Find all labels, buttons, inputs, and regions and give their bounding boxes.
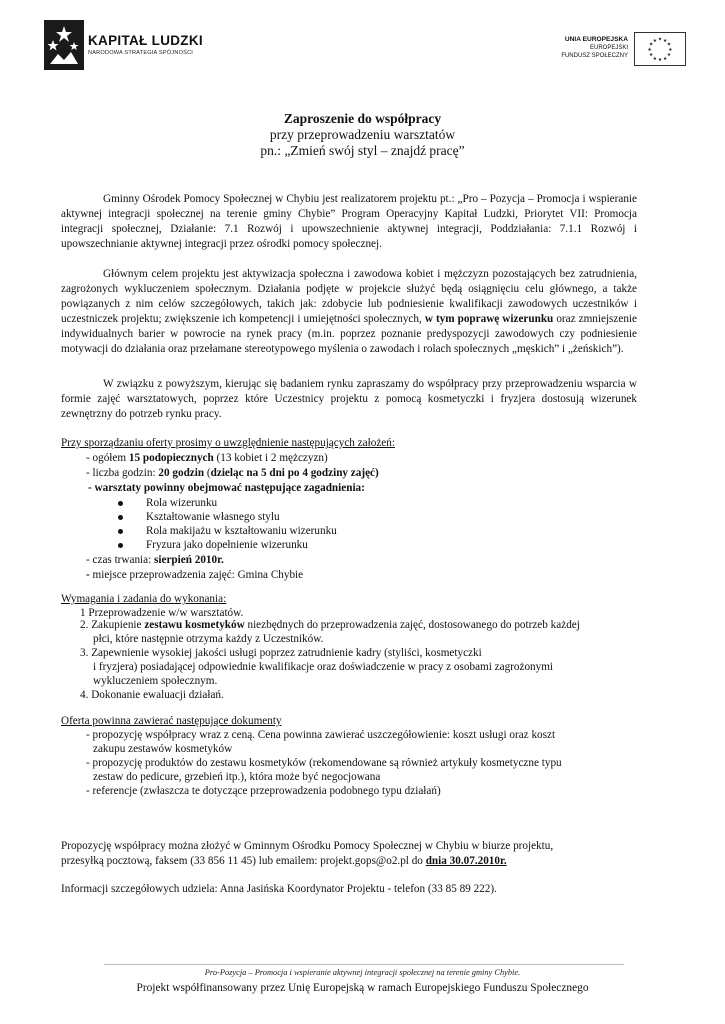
goal-paragraph-text-b: oraz zmniejszenie indywidualnych barier w powrocie na rynek pracy (m.in. poprzez poznanie predyspozycji zawodowych czy podniesienie motywacji do działania oraz przełamane stereotypowego myślenia o zawodach i rolach społecznych „męskich” i „żeńskich”). <box>61 313 637 355</box>
requirement-4: 4. Dokonanie ewaluacji działań. <box>80 689 224 701</box>
svg-text:★: ★ <box>668 47 673 53</box>
title-line-1: Zaproszenie do współpracy <box>283 111 442 126</box>
svg-text:★: ★ <box>647 47 652 53</box>
eu-logo-line2: EUROPEJSKI <box>589 45 628 51</box>
assumption-hours-count: 20 godzin <box>158 467 205 479</box>
eu-logo <box>550 22 690 70</box>
contact-line-3: Informacji szczegółowych udziela: Anna Jasińska Koordynator Projektu - telefon (33 85 89 222). <box>61 883 497 895</box>
requirement-2-prefix: 2. Zakupienie <box>80 619 145 631</box>
contact-line-2 <box>61 854 507 869</box>
goal-paragraph-text-a: Głównym celem projektu jest aktywizacja społeczna i zawodowa kobiet i mężczyzn pozostających bez zatrudnienia, zagrożonych wykluczeniem społecznym. Działania podjęte w projekcie służyć będą osiągnięciu celu głównego, a także powiązanych z nim celów szczegółowych, takich jak: zdobycie lub podniesienie kwalifikacji zawodowych uczestników i uczestniczek projektu; zwiększenie ich kompetencji i umiejętności społecznych, <box>61 268 637 325</box>
bullet-icon <box>118 543 123 548</box>
bullet-icon <box>118 501 123 506</box>
requirement-3-continuation-2: wykluczeniem społecznym. <box>93 675 218 687</box>
svg-text:★: ★ <box>657 58 663 64</box>
document-item-2: - propozycję produktów do zestawu kosmetyków (rekomendowane są również artykuły kosmetyczne typu <box>86 757 562 769</box>
document-item-1: - propozycję współpracy wraz z ceną. Cena powinna zawierać uszczegółowienie: koszt usługi oraz koszt <box>86 729 556 741</box>
topic-item: Rola makijażu w kształtowaniu wizerunku <box>146 525 337 537</box>
contact-deadline: dnia 30.07.2010r. <box>425 855 507 867</box>
topic-item: Kształtowanie własnego stylu <box>146 511 280 523</box>
document-item-1-continuation: zakupu zestawów kosmetyków <box>93 743 233 755</box>
assumption-participants-count: 15 podopiecznych <box>128 452 214 464</box>
assumption-hours-prefix: - liczba godzin: <box>86 467 159 479</box>
logo-left-subtitle: NARODOWA STRATEGIA SPÓJNOŚCI <box>88 50 194 56</box>
title-line-3: pn.: „Zmień swój styl – znajdź pracę” <box>260 143 465 158</box>
svg-text:★: ★ <box>657 37 663 43</box>
assumption-hours <box>86 466 379 481</box>
svg-text:★: ★ <box>666 53 672 59</box>
eu-logo-line1: UNIA EUROPEJSKA <box>564 36 628 43</box>
document-item-2-continuation: zestaw do pedicure, grzebień itp.), która może być negocjowana <box>93 771 381 783</box>
svg-text:★: ★ <box>663 38 668 44</box>
assumption-location-dash: - <box>86 569 93 581</box>
footer-cofinancing: Projekt współfinansowany przez Unię Europejską w ramach Europejskiego Funduszu Społecznego <box>136 982 589 994</box>
bullet-icon <box>118 515 123 520</box>
goal-paragraph <box>61 267 637 357</box>
svg-text:★: ★ <box>648 53 654 59</box>
assumption-duration-value: sierpień 2010r. <box>154 554 224 566</box>
documents-heading: Oferta powinna zawierać następujące dokumenty <box>61 715 282 727</box>
requirement-2-continuation: płci, które następnie otrzyma każdy z Uczestników. <box>93 633 324 645</box>
invitation-paragraph: W związku z powyższym, kierując się badaniem rynku zapraszamy do współpracy przy przeprowadzeniu wsparcia w formie zajęć warsztatowych, poprzez które Uczestnicy projektu z pomocą kosmetyczki i fryzjera dostosują wizerunek zewnętrzny do potrzeb rynku pracy. <box>61 378 637 420</box>
assumption-hours-paren: ( <box>204 467 211 479</box>
assumption-location <box>86 568 303 583</box>
topic-item: Rola wizerunku <box>146 497 218 509</box>
requirement-1: 1 Przeprowadzenie w/w warsztatów. <box>80 607 244 619</box>
requirement-2-bold: zestawu kosmetyków <box>144 619 245 631</box>
requirements-heading: Wymagania i zadania do wykonania: <box>61 593 227 605</box>
goal-paragraph-bold: w tym poprawę wizerunku <box>424 313 554 325</box>
contact-line-1: Propozycję współpracy można złożyć w Gminnym Ośrodku Pomocy Społecznej w Chybiu w biurze projektu, <box>61 840 554 852</box>
intro-paragraph: Gminny Ośrodek Pomocy Społecznej w Chybiu jest realizatorem projektu pt.: „Pro – Pozycja – Promocja i wspieranie aktywnej integracji społecznej na terenie gminy Chybie” Program Operacyjny Kapitał Ludzki, Priorytet VII: Promocja integracji społecznej, Działanie: 7.1 Rozwój i upowszechnienie aktywnej integracji, Poddziałania: 7.1.1 Rozwój i upowszechnianie aktywnej integracji przez ośrodki pomocy społecznej. <box>61 193 637 250</box>
assumption-duration <box>86 553 224 568</box>
document-item-3: - referencje (zwłaszcza te dotyczące przeprowadzenia podobnego typu działań) <box>86 785 441 797</box>
requirement-3-continuation: i fryzjera) posiadającej odpowiednie kwalifikacje oraz doświadczenie w pracy z osobami zagrożonymi <box>93 661 554 673</box>
kapital-ludzki-logo <box>44 20 234 72</box>
assumption-participants <box>86 451 328 466</box>
bullet-icon <box>118 529 123 534</box>
assumption-hours-split: dzieląc na 5 dni po 4 godziny zajęć) <box>210 467 379 479</box>
svg-text:★: ★ <box>648 42 654 48</box>
assumption-location-text: miejsce przeprowadzenia zajęć: Gmina Chybie <box>92 569 304 581</box>
svg-text:★: ★ <box>663 56 668 62</box>
assumptions-heading: Przy sporządzaniu oferty prosimy o uwzględnienie następujących założeń: <box>61 437 395 449</box>
svg-text:★: ★ <box>666 42 672 48</box>
assumption-topics-heading: - warsztaty powinny obejmować następujące zagadnienia: <box>88 482 365 494</box>
requirement-2 <box>80 618 580 633</box>
topic-item: Fryzura jako dopełnienie wizerunku <box>146 539 308 551</box>
requirement-2-rest: niezbędnych do przeprowadzenia zajęć, dostosowanego do potrzeb każdej <box>244 619 580 631</box>
footer-project-name: Pro-Pozycja – Promocja i wspieranie aktywnej integracji społecznej na terenie gminy Chybie. <box>204 968 521 977</box>
assumption-participants-detail: (13 kobiet i 2 mężczyzn) <box>213 452 328 464</box>
footer-divider <box>104 964 624 965</box>
svg-text:★: ★ <box>652 38 657 44</box>
svg-text:★: ★ <box>652 56 657 62</box>
logo-left-name: KAPITAŁ LUDZKI <box>88 33 203 48</box>
eu-logo-line3: FUNDUSZ SPOŁECZNY <box>561 53 628 59</box>
eu-flag-icon <box>634 32 686 66</box>
contact-line-2-text: przesyłką pocztową, faksem (33 856 11 45) lub emailem: projekt.gops@o2.pl do <box>61 855 426 867</box>
kapital-ludzki-emblem-icon <box>44 20 84 70</box>
assumption-duration-prefix: - czas trwania: <box>86 554 155 566</box>
assumption-participants-prefix: - ogółem <box>86 452 129 464</box>
title-line-2: przy przeprowadzeniu warsztatów <box>269 127 456 142</box>
requirement-3: 3. Zapewnienie wysokiej jakości usługi poprzez zatrudnienie kadry (styliści, kosmetyczki <box>80 647 482 659</box>
